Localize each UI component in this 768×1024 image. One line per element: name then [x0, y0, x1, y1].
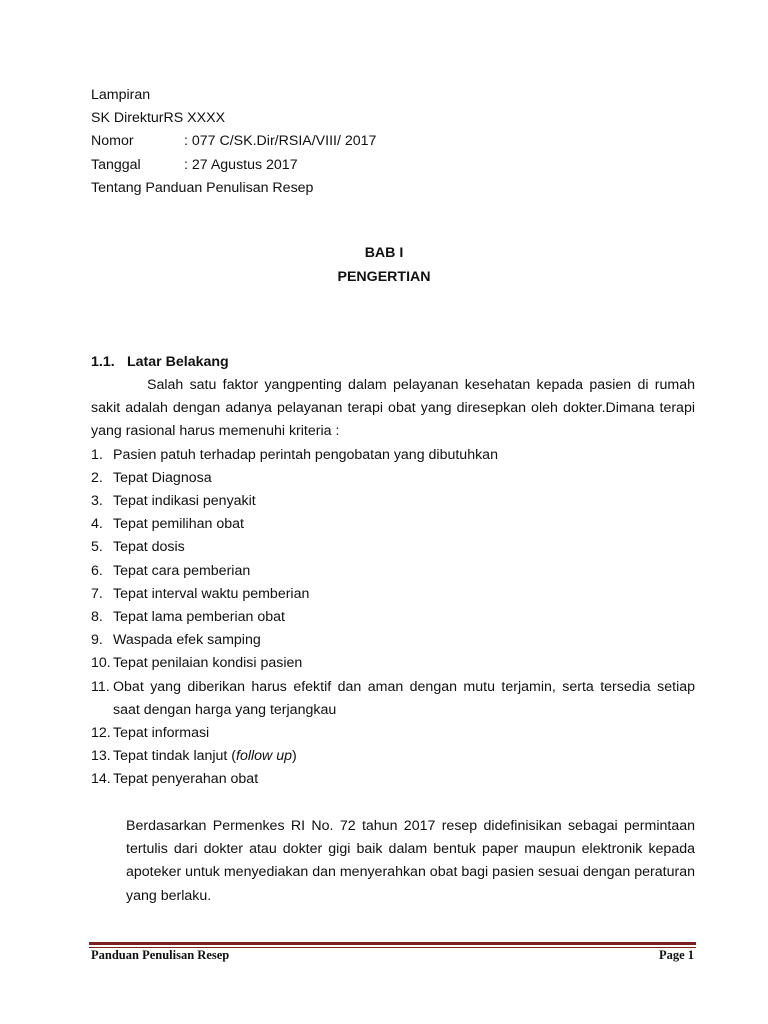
list-item-text: Pasien patuh terhadap perintah pengobatan yang dibutuhkan: [113, 446, 498, 463]
list-item-number: 7.: [91, 585, 103, 602]
chapter-title: PENGERTIAN: [337, 269, 431, 285]
section-heading: [91, 351, 695, 374]
list-item-text: Tepat lama pemberian obat: [113, 609, 285, 626]
list-item-number: 5.: [91, 539, 103, 556]
list-item-number: 2.: [91, 469, 103, 486]
section-latar-belakang: [91, 351, 695, 922]
intro-paragraph: Salah satu faktor yangpenting dalam pelayanan kesehatan kepada pasien di rumah sakit adalah dengan adanya pelayanan terapi obat yang diresepkan oleh dokter.Dimana terapi yang rasional harus memenuhi kriteria :: [91, 377, 695, 440]
list-item-text: Tepat pemilihan obat: [113, 516, 244, 533]
list-item: [91, 444, 695, 467]
list-item: [91, 490, 695, 513]
criteria-list: [91, 444, 695, 792]
list-item-number: 8.: [91, 609, 103, 626]
list-item-number: 12.: [91, 725, 111, 742]
list-item-number: 14.: [91, 771, 111, 788]
list-item-number: 1.: [91, 446, 103, 463]
tanggal-line: [91, 154, 651, 177]
tentang-line: Tentang Panduan Penulisan Resep: [91, 179, 314, 196]
list-item-number: 13.: [91, 748, 111, 765]
list-item-number: 3.: [91, 493, 103, 510]
attachment-header: [91, 84, 651, 200]
list-item-text: [113, 745, 695, 768]
list-item-text: Tepat informasi: [113, 725, 210, 742]
page-footer: [91, 948, 694, 968]
tanggal-label: Tanggal: [91, 156, 141, 173]
footer-page-number: Page 1: [658, 948, 694, 962]
list-item: [91, 583, 695, 606]
lampiran-line: Lampiran: [91, 87, 151, 103]
nomor-line: [91, 130, 651, 153]
list-item-number: 6.: [91, 562, 103, 579]
chapter-number: BAB I: [364, 245, 404, 261]
sk-line: SK DirekturRS XXXX: [91, 110, 226, 127]
list-item: [91, 652, 695, 675]
list-item: [91, 768, 695, 791]
list-item-text: Tepat penilaian kondisi pasien: [113, 655, 303, 672]
footer-rule: [89, 942, 696, 945]
list-item-text: Tepat interval waktu pemberian: [113, 585, 310, 602]
list-item: [91, 513, 695, 536]
section-number: 1.1.: [91, 354, 115, 370]
nomor-label: Nomor: [91, 133, 134, 150]
list-item-text-after: ): [292, 748, 297, 765]
footer-document-title: Panduan Penulisan Resep: [91, 948, 230, 962]
list-item: [91, 560, 695, 583]
section-title: Latar Belakang: [127, 354, 229, 370]
list-item-text-before: Tepat tindak lanjut (: [113, 748, 237, 765]
nomor-value: : 077 C/SK.Dir/RSIA/VIII/ 2017: [184, 133, 377, 150]
list-item: [91, 722, 695, 745]
list-item: [91, 606, 695, 629]
list-item-text: Tepat indikasi penyakit: [113, 493, 256, 510]
list-item-number: 4.: [91, 516, 103, 533]
list-item-number: 9.: [91, 632, 103, 649]
tanggal-value: : 27 Agustus 2017: [184, 156, 298, 173]
list-item-text: Waspada efek samping: [113, 632, 261, 649]
list-item-text: Tepat Diagnosa: [113, 469, 212, 486]
list-item: [91, 629, 695, 652]
list-item: [91, 676, 695, 722]
list-item-text: Tepat dosis: [113, 539, 185, 556]
list-item-number: 11.: [91, 678, 110, 695]
list-item-text: Tepat cara pemberian: [113, 562, 251, 579]
list-item-number: 10.: [91, 655, 111, 672]
list-item: [91, 536, 695, 559]
list-item-text: Tepat penyerahan obat: [113, 771, 259, 788]
closing-paragraph: Berdasarkan Permenkes RI No. 72 tahun 2017 resep didefinisikan sebagai permintaan tertulis dari dokter atau dokter gigi baik dalam bentuk paper maupun elektronik kepada apoteker untuk menyediakan dan menyerahkan obat bagi pasien sesuai dengan peraturan yang berlaku.: [126, 817, 695, 904]
list-item-text-italic: follow up: [236, 748, 293, 765]
list-item: [91, 467, 695, 490]
list-item-text: Obat yang diberikan harus efektif dan aman dengan mutu terjamin, serta tersedia setiap saat dengan harga yang terjangkau: [113, 678, 695, 718]
list-item: [91, 745, 695, 768]
